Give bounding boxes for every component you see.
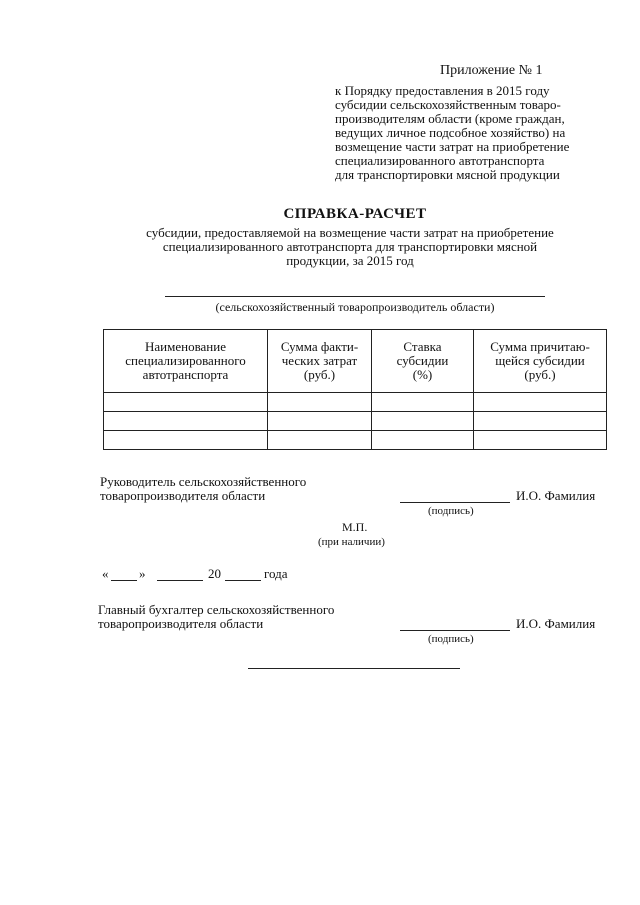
- table-cell[interactable]: [372, 431, 474, 450]
- table-cell[interactable]: [268, 412, 372, 431]
- table-cell[interactable]: [474, 412, 607, 431]
- producer-caption: (сельскохозяйственный товаропроизводитель области): [215, 300, 495, 314]
- stamp-label: М.П.: [342, 520, 368, 534]
- column-header-vehicle-name: [104, 330, 268, 393]
- header-text: (руб.): [303, 367, 336, 382]
- document-subtitle: [100, 226, 600, 268]
- header-text: Сумма факти-: [280, 339, 359, 354]
- accountant-label-line1: Главный бухгалтер сельскохозяйственного: [98, 602, 335, 617]
- header-text: субсидии: [396, 353, 449, 368]
- table-cell[interactable]: [372, 412, 474, 431]
- header-text: специализированного: [125, 353, 246, 368]
- head-signature-line[interactable]: [400, 502, 510, 503]
- subsidy-table: [103, 329, 607, 450]
- header-text: щейся субсидии: [495, 353, 585, 368]
- header-text: (руб.): [524, 367, 556, 382]
- accountant-name: И.О. Фамилия: [516, 616, 596, 631]
- date-year-field[interactable]: [225, 580, 261, 581]
- document-subtitle-line: специализированного автотранспорта для транспортировки мясной: [162, 239, 538, 254]
- accountant-signature-caption: (подпись): [428, 633, 474, 645]
- table-cell[interactable]: [104, 393, 268, 412]
- appendix-reference-line: производителям области (кроме граждан,: [335, 111, 565, 126]
- date-month-field[interactable]: [157, 580, 203, 581]
- table-cell[interactable]: [268, 431, 372, 450]
- date-close-quote: »: [139, 566, 146, 581]
- header-text: Сумма причитаю-: [490, 339, 590, 354]
- document-subtitle-line: субсидии, предоставляемой на возмещение части затрат на приобретение: [146, 225, 554, 240]
- table-cell[interactable]: [268, 393, 372, 412]
- header-text: автотранспорта: [142, 367, 229, 382]
- appendix-reference-line: субсидии сельскохозяйственным товаро-: [335, 97, 561, 112]
- table-cell[interactable]: [474, 393, 607, 412]
- document-title: СПРАВКА-РАСЧЕТ: [283, 206, 427, 222]
- head-name: И.О. Фамилия: [516, 488, 596, 503]
- table-cell[interactable]: [104, 412, 268, 431]
- accountant-signature-line[interactable]: [400, 630, 510, 631]
- appendix-reference-line: возмещение части затрат на приобретение: [335, 139, 570, 154]
- header-text: (%): [412, 367, 433, 382]
- column-header-actual-costs: [268, 330, 372, 393]
- appendix-reference: [335, 84, 605, 182]
- table-header-row: [104, 330, 607, 393]
- appendix-title: Приложение № 1: [440, 63, 543, 78]
- table-cell[interactable]: [104, 431, 268, 450]
- column-header-subsidy-rate: [372, 330, 474, 393]
- table-row: [104, 412, 607, 431]
- head-signature-caption: (подпись): [428, 505, 474, 517]
- appendix-reference-line: к Порядку предоставления в 2015 году: [335, 83, 550, 98]
- table-row: [104, 393, 607, 412]
- table-cell[interactable]: [474, 431, 607, 450]
- column-header-subsidy-amount: [474, 330, 607, 393]
- accountant-label-line2: товаропроизводителя области: [98, 616, 264, 631]
- date-suffix: года: [264, 566, 288, 581]
- head-label-line2: товаропроизводителя области: [100, 488, 266, 503]
- stamp-note: (при наличии): [318, 536, 385, 548]
- table-cell[interactable]: [372, 393, 474, 412]
- head-label-line1: Руководитель сельскохозяйственного: [100, 474, 307, 489]
- producer-fill-line[interactable]: [165, 296, 545, 297]
- header-text: ческих затрат: [281, 353, 358, 368]
- appendix-reference-line: специализированного автотранспорта: [335, 153, 545, 168]
- date-day-field[interactable]: [111, 580, 137, 581]
- closing-divider: [248, 668, 460, 669]
- appendix-reference-line: для транспортировки мясной продукции: [335, 167, 560, 182]
- table-row: [104, 431, 607, 450]
- date-open-quote: «: [102, 566, 109, 581]
- appendix-reference-line: ведущих личное подсобное хозяйство) на: [335, 125, 566, 140]
- date-century: 20: [208, 566, 221, 581]
- header-text: Ставка: [403, 339, 442, 354]
- header-text: Наименование: [145, 339, 226, 354]
- document-subtitle-line: продукции, за 2015 год: [286, 253, 414, 268]
